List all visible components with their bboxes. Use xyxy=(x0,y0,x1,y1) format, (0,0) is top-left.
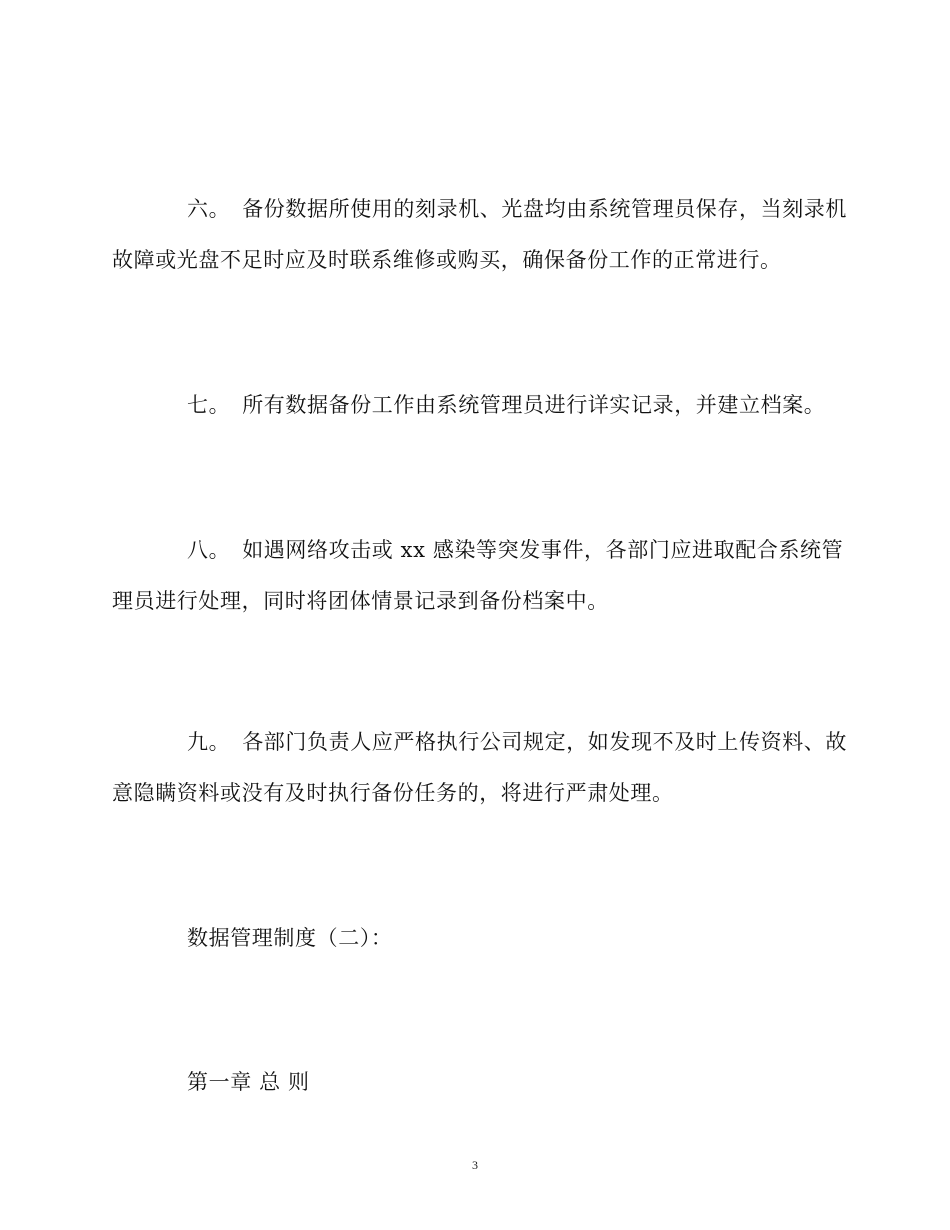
page-number: 3 xyxy=(472,1158,478,1172)
paragraph-text: 备份数据所使用的刻录机、光盘均由系统管理员保存，当刻录机故障或光盘不足时应及时联系维修或购买，确保备份工作的正常进行。 xyxy=(112,197,848,272)
paragraph-9 xyxy=(112,717,852,819)
paragraph-number: 六。 xyxy=(187,197,231,221)
paragraph-number: 九。 xyxy=(187,730,231,754)
paragraph-text: 各部门负责人应严格执行公司规定，如发现不及时上传资料、故意隐瞒资料或没有及时执行备份任务的，将进行严肃处理。 xyxy=(112,730,848,805)
section-title: 数据管理制度（二）： xyxy=(187,926,393,950)
paragraph-8 xyxy=(112,525,852,627)
paragraph-number: 七。 xyxy=(187,393,231,417)
paragraph-number: 八。 xyxy=(187,538,231,562)
paragraph-text: 如遇网络攻击或 xx 感染等突发事件，各部门应进取配合系统管理员进行处理，同时将团体情景记录到备份档案中。 xyxy=(112,538,844,613)
paragraph-text: 所有数据备份工作由系统管理员进行详实记录，并建立档案。 xyxy=(242,393,826,417)
paragraph-6 xyxy=(112,184,852,286)
paragraph-7 xyxy=(112,380,852,431)
chapter-title: 第一章 总 则 xyxy=(187,1070,310,1094)
